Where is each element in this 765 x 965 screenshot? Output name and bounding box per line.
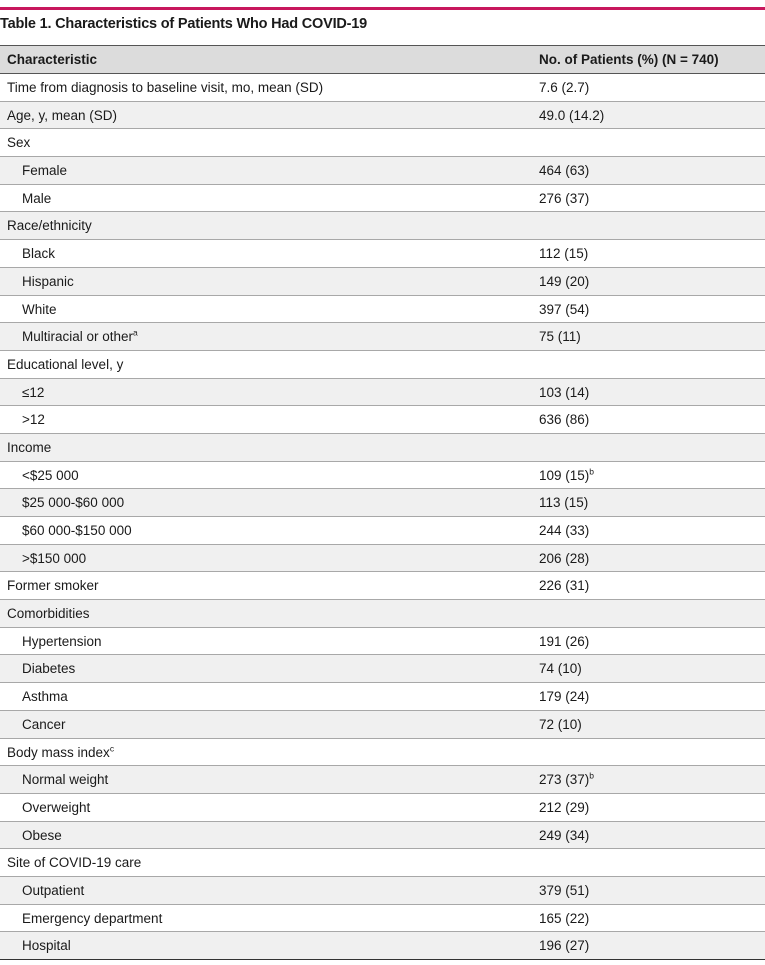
- row-patient-count: 273 $(37)^b$: [539, 770, 595, 788]
- row-characteristic: Hospital: [22, 938, 71, 954]
- row-characteristic: Outpatient: [22, 882, 85, 898]
- row-patient-count: 206 (28): [539, 550, 590, 566]
- characteristics-table: [0, 45, 765, 960]
- row-patient-count: 636 (86): [539, 412, 590, 428]
- footnote-marker: b: [589, 466, 595, 477]
- table-row: [0, 766, 765, 794]
- row-characteristic: $60 000-$150 000: [22, 523, 132, 538]
- table-row: [0, 129, 765, 157]
- table-row: [0, 462, 765, 490]
- row-characteristic: Age, y, mean (SD): [7, 107, 118, 123]
- table-row: [0, 628, 765, 656]
- table-row: [0, 296, 765, 324]
- row-characteristic: Emergency department: [22, 910, 163, 926]
- row-characteristic: Hispanic: [22, 273, 74, 289]
- row-characteristic: Hypertension: [22, 633, 102, 649]
- row-patient-count: 74 (10): [539, 661, 582, 677]
- table-row: [0, 572, 765, 600]
- row-characteristic: Normal weight: [22, 772, 109, 788]
- table-caption: Table 1. Characteristics of Patients Who Had COVID-19: [0, 16, 368, 32]
- table-row: [0, 323, 765, 351]
- row-characteristic: >$150 000: [22, 550, 87, 566]
- row-patient-count: 75 (11): [539, 329, 581, 345]
- footnote-marker: a: [133, 327, 138, 338]
- table-row: [0, 434, 765, 462]
- row-patient-count: 196 (27): [539, 938, 590, 954]
- accent-rule: [0, 7, 765, 10]
- row-characteristic: Overweight: [22, 799, 91, 815]
- table-row: [0, 212, 765, 240]
- table-row: [0, 600, 765, 628]
- table-row: [0, 379, 765, 407]
- row-patient-count: 226 (31): [539, 578, 590, 594]
- row-patient-count: 397 (54): [539, 301, 590, 317]
- row-patient-count: 113 (15): [539, 495, 589, 511]
- table-row: [0, 905, 765, 933]
- row-patient-count: 72 (10): [539, 716, 582, 732]
- table-row: [0, 794, 765, 822]
- row-characteristic: Diabetes: [22, 661, 76, 677]
- header-patient-count: No. of Patients (%) (N = 740): [539, 52, 719, 67]
- row-characteristic: Educational level, y: [7, 356, 124, 372]
- table-body: [0, 74, 765, 960]
- row-patient-count: 103 (14): [539, 384, 590, 400]
- row-characteristic: Body mass index$^c$: [7, 743, 115, 760]
- table-row: [0, 932, 765, 960]
- header-characteristic: Characteristic: [7, 52, 98, 67]
- row-patient-count: 7.6 (2.7): [539, 80, 590, 95]
- table-row: [0, 351, 765, 379]
- table-row: [0, 683, 765, 711]
- table-row: [0, 822, 765, 850]
- row-characteristic: Female: [22, 163, 68, 179]
- row-patient-count: 379 (51): [539, 882, 590, 898]
- table-row: [0, 489, 765, 517]
- row-patient-count: 149 (20): [539, 273, 590, 289]
- row-characteristic: Time from diagnosis to baseline visit, mo, mean (SD): [7, 80, 324, 95]
- table-row: [0, 102, 765, 130]
- table-row: [0, 185, 765, 213]
- table-row: [0, 406, 765, 434]
- row-characteristic: $25 000-$60 000: [22, 495, 125, 511]
- row-patient-count: 109 $(15)^b$: [539, 466, 595, 483]
- table-header-row: [0, 45, 765, 74]
- row-patient-count: 179 (24): [539, 689, 590, 705]
- row-characteristic: >12: [22, 412, 45, 428]
- table-row: [0, 240, 765, 268]
- row-characteristic: Asthma: [22, 689, 68, 705]
- row-patient-count: 49.0 (14.2): [539, 107, 605, 123]
- table-row: [0, 268, 765, 296]
- row-characteristic: Site of COVID-19 care: [7, 855, 142, 871]
- row-patient-count: 212 (29): [539, 799, 590, 815]
- table-row: [0, 849, 765, 877]
- row-characteristic: Cancer: [22, 716, 66, 732]
- table-row: [0, 877, 765, 905]
- footnote-marker: c: [109, 743, 115, 753]
- row-characteristic: Income: [7, 439, 52, 455]
- table-row: [0, 74, 765, 102]
- row-characteristic: Race/ethnicity: [7, 218, 92, 234]
- row-patient-count: 249 (34): [539, 827, 590, 843]
- footnote-marker: b: [589, 770, 595, 781]
- row-patient-count: 165 (22): [539, 910, 590, 926]
- table-row: [0, 739, 765, 767]
- row-characteristic: Comorbidities: [7, 606, 90, 622]
- row-characteristic: Sex: [7, 135, 31, 151]
- row-characteristic: <$25 000: [22, 467, 79, 483]
- row-characteristic: Multiracial or other$^a$: [22, 327, 138, 345]
- row-patient-count: 276 (37): [539, 190, 590, 206]
- table-row: [0, 711, 765, 739]
- table-row: [0, 157, 765, 185]
- row-characteristic: ≤12: [22, 384, 45, 400]
- table-row: [0, 655, 765, 683]
- table-row: [0, 517, 765, 545]
- row-patient-count: 191 (26): [539, 633, 590, 649]
- row-characteristic: Black: [22, 246, 56, 262]
- row-patient-count: 112 (15): [539, 246, 589, 262]
- row-characteristic: Obese: [22, 827, 62, 843]
- row-characteristic: Former smoker: [7, 578, 99, 594]
- row-characteristic: Male: [22, 190, 52, 206]
- row-patient-count: 244 (33): [539, 523, 590, 538]
- table-row: [0, 545, 765, 573]
- row-patient-count: 464 (63): [539, 163, 590, 179]
- row-characteristic: White: [22, 301, 57, 317]
